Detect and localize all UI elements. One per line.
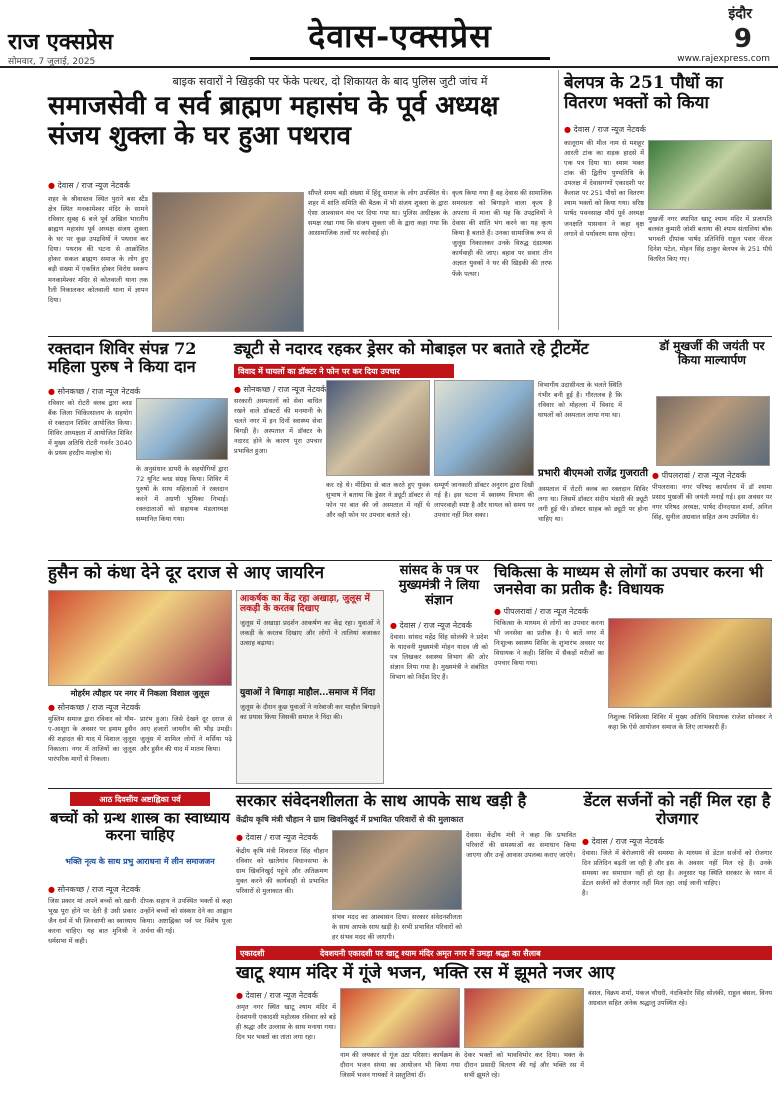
lead-col-2: सौंपते समय बड़ी संख्या में हिंदू समाज के लोग उपस्थित थे। शहर में शांति समिति की बैठक में भी संजय शुक्ला के द्वारा ऐसा आश्वासन मंच पर दिया गया था। पुलिस अधीक्षक के समक्ष रखा गया कि संजय शुक्ला जी के द्वारा कहा गया कि आसामाजिक तत्वों पर कार्रवाई हो। — [308, 189, 448, 238]
sarkar-col-3: देवास। केंद्रीय मंत्री ने कहा कि प्रभावित परिवारों की समस्याओं का समाधान किया जाएगा और उन्हें आवास उपलब्ध कराए जाएंगे। — [466, 831, 576, 860]
lead-byline: ● देवास / राज न्यूज नेटवर्क — [48, 180, 130, 191]
sarkar-col-1: केंद्रीय कृषि मंत्री शिवराज सिंह चौहान रविवार को खातेगांव विधानसभा के ग्राम खिवनिखुर्द पहुंचे और अतिक्रमण मुक्त करने की कार्यवाही से प्रभावित परिवारों से मुलाकात की। — [236, 847, 328, 896]
dresser-byline: ● सोनकच्छ / राज न्यूज नेटवर्क — [234, 384, 326, 395]
lead-col-1: शहर के श्रीवास्तव स्थित पुराने बस स्टैंड क्षेत्र स्थित मनकामेश्वर मंदिर के सामने रविवार सुबह 6 बजे पूर्व अखिल भारतीय ब्राह्मण महासंघ पूर्व अध्यक्ष संजय शुक्ला के घर पर कुछ उपद्रवियों ने पथराव कर दिया। पथराव की घटना से आक्रोशित होकर सकल ब्राह्मण समाज के लोग हुए बड़ी संख्या में एकत्रित होकर विरोध स्वरूप मनकामेश्वर मंदिर से कोतवाली थाना तक रैली निकालकर कोतवाली थाना में ज्ञापन दिया। — [48, 195, 148, 304]
newspaper-brand: राज एक्सप्रेस — [8, 29, 113, 55]
dresser-headline: ड्यूटी से नदारद रहकर ड्रेसर को मोबाइल पर बताते रहे ट्रीटमेंट — [234, 339, 589, 358]
medical-byline: ● पीपलरावां / राज न्यूज नेटवर्क — [494, 606, 588, 617]
hussain-box-body: जुलूस में अखाड़ा प्रदर्शन आकर्षण का केंद्र रहा। युवाओं ने लकड़ी के करतब दिखाए और लोगों ने तालियां बजाकर उत्साह बढ़ाया। — [240, 619, 380, 648]
khatu-col-1: अमृत नगर स्थित खाटू श्याम मंदिर में देवशयनी एकादशी महोत्सव रविवार को बड़े ही श्रद्धा और उल्लास के साथ मनाया गया। दिन भर भक्तों का तांता लगा रहा। — [236, 1003, 336, 1042]
medical-headline: चिकित्सा के माध्यम से लोगों का उपचार करना भी जनसेवा का प्रतीक है: विधायक — [494, 563, 764, 599]
section-rule — [48, 560, 772, 561]
belpatra-col-1: कालूराम की मील नाम से मशहूर आरती टांक का सड़क हादसे में एक पत्र दिया था। स्याम भक्त टांक की द्वितीय पुण्यतिथि के उपलक्ष में देवासगणों एकादशी पर कैलाश पर 251 पौधों का वितरण श्याम भक्तों को किया गया। वरिष्ठ पार्षद पवनसाक्ष मौर्य पूर्व अध्यक्ष जनक्षति पासवान ने कहा वृक्ष लगाने से पर्यावरण साफ रहेगा। — [564, 139, 644, 238]
hussain-headline: हुसैन को कंधा देने दूर दराज से आए जायरिन — [48, 563, 325, 583]
ashtahnika-byline: ● सोनकच्छ / राज न्यूज नेटवर्क — [48, 884, 140, 895]
dresser-col-4: विभागीय उदासीनता के चलते स्थिति गंभीर बनी हुई है। गौरतलब है कि रविवार को मोहल्ला में विवाद में घायलों को अस्पताल लाया गया था। — [538, 381, 622, 420]
ashtahnika-tag: आठ दिवसीय अष्टाह्निका पर्व — [70, 792, 210, 806]
hussain-col-2: प्रारंभ हुआ। जिसे देखने दूर दराज से आए हजारों जायरीन की भीड़ उमड़ी। जुलूस में शामिल लोगों ने मर्सिया पढ़े और हुसैन की याद में मातम किया। — [140, 715, 232, 754]
sarkar-subhead: केंद्रीय कृषि मंत्री चौहान ने ग्राम खिवनिखुर्द में प्रभावित परिवारों से की मुलाकात — [236, 815, 464, 824]
ashtahnika-subhead: भक्ति नृत्य के साथ प्रभु आराधना में लीन समाजजन — [65, 857, 215, 866]
khatu-byline: ● देवास / राज न्यूज नेटवर्क — [236, 990, 318, 1001]
medical-col-1: चिकित्सा के माध्यम से लोगों का उपचार करना भी जनसेवा का प्रतीक है। ये बातें नगर में निःशुल्क स्वास्थ्य शिविर के शुभारंभ अवसर पर विधायक ने कही। शिविर में सैकड़ों मरीजों का उपचार किया गया। — [494, 619, 604, 668]
dresser-col-1: सरकारी अस्पतालों को सेवा बाधित रखने वाले डॉक्टरों की मनमानी के चलते नगर में इन दिनों स्वास्थ्य सेवा बिगड़ी है। अस्पताल में डॉक्टर के नदारद होने के कारण पूरा उपचार प्रभावित हुआ। — [234, 397, 322, 456]
khatu-col-4: बंसल, विक्रम शर्मा, पंकज चौधरी, नंदकिशोर सिंह सोलंकी, राहुल बंसल, विनय अग्रवाल सहित अनेक श्रद्धालु उपस्थित रहे। — [588, 989, 772, 1008]
sarkar-byline: ● देवास / राज न्यूज नेटवर्क — [236, 832, 318, 843]
ashtahnika-col-1: जिस प्रकार मां अपने बच्चों को खानी भूख पूरा होने पर देती है उसी प्रकार जैन धर्म में भी जिनवाणी का स्वाध्याय करना चाहिए। यह बात मुनिश्री ने धर्मसभा में कही। — [48, 897, 136, 946]
khatu-photo-1 — [340, 988, 460, 1048]
mukherjee-photo — [656, 396, 770, 466]
mukherjee-headline: डॉ मुखर्जी की जयंती पर किया माल्यार्पण — [659, 339, 765, 367]
section-title: देवास-एक्सप्रेस — [250, 14, 550, 60]
website-link[interactable]: www.rajexpress.com — [677, 54, 770, 64]
blood-col-1: रविवार को रोटरी क्लब द्वारा ब्लड बैंक जिला चिकित्सालय के सहयोग से रक्तदान शिविर आयोजित किया। शिविर अध्यक्षता में आयोजित शिविर में मुख्य अतिथि रोटरी गवर्नर 3040 के प्रथम हरदीप मल्होत्रा थे। — [48, 399, 132, 458]
dresser-photo-2 — [434, 380, 534, 476]
khatu-tag: एकादशी — [240, 949, 265, 958]
dresser-col-3: सम्पूर्ण जानकारी डॉक्टर अनुराग द्वारा दिखी गई है। इस घटना में स्वास्थ्य विभाग की लापरवाही स्पष्ट है और घायल को समय पर उपचार नहीं मिल सका। — [434, 481, 534, 520]
khatu-col-3: देकर भक्तों को भावविभोर कर दिया। भक्त के दौरान प्रसादी वितरण की गई और भक्ति रस में सभी झूमते रहे। — [464, 1051, 584, 1080]
dresser-subhead: विवाद में घायलों का डॉक्टर ने फोन पर कर दिया उपचार — [234, 364, 454, 378]
dental-headline: डेंटल सर्जनों को नहीं मिल रहा है रोजगार — [583, 791, 771, 829]
blood-headline: रक्तदान शिविर संपन्न 72 महिला पुरुष ने किया दान — [48, 339, 197, 377]
mp-body: देवास। सांसद महेंद्र सिंह सोलंकी ने प्रदेश के यादवनी मुख्यमंत्री मोहन यादव जी को पत्र लिखकर स्वास्थ्य विभाग की ओर संज्ञान लिया गया है। मुख्यमंत्री ने संबंधित विभाग को निर्देश दिए हैं। — [390, 633, 488, 682]
dental-col-1: देवास। जिले में बेरोजगारी की समस्या दिन प्रतिदिन बढ़ती जा रही है और इस समस्या का समाधान नहीं हो रहा है। डेंटल सर्जनों को रोजगार नहीं मिल रहा है। — [582, 849, 674, 898]
khatu-headline: खाटू श्याम मंदिर में गूंजे भजन, भक्ति रस में झूमते नजर आए — [236, 963, 615, 983]
sarkar-col-2: संभव मदद का आश्वासन दिया। सरकार संवेदनशीलता के साथ आपके साथ खड़ी है। सभी प्रभावित परिवारों को हर संभव मदद की जाएगी। — [332, 913, 462, 942]
page-number: 9 — [733, 24, 752, 54]
lead-kicker: बाइक सवारों ने खिड़की पर फेंके पत्थर, दो शिकायत के बाद पुलिस जुटी जांच में — [172, 75, 488, 88]
dresser-col-2: कर रहे थे। मीडिया से बात करते हुए युवक सुभाष ने बताया कि ड्रेसर ने ड्यूटी डॉक्टर से फोन पर बात की जो अस्पताल में नहीं थे और वही फोन पर उपचार बताते रहे। — [326, 481, 430, 520]
mp-headline: सांसद के पत्र पर मुख्यमंत्री ने लिया संज्ञान — [398, 563, 480, 608]
belpatra-byline: ● देवास / राज न्यूज नेटवर्क — [564, 124, 646, 135]
sarkar-headline: सरकार संवेदनशीलता के साथ आपके साथ खड़ी है — [236, 791, 527, 810]
hussain-box2-body: जुलूस के दौरान कुछ युवाओं ने नारेबाजी कर माहौल बिगाड़ने का प्रयास किया जिसकी समाज ने निंदा की। — [240, 703, 380, 722]
gujarati-body: अस्पताल में रोटरी क्लब का रक्तदान शिविर लगा था। जिसमें डॉक्टर संदीप भंडारी की ड्यूटी लगी हुई थी। डॉक्टर साहब को ड्यूटी पर होना चाहिए था। — [538, 485, 648, 524]
khatu-col-2: नाम की जयकार से गूंज उठा परिसर। कार्यक्रम के दौरान भजन संध्या का आयोजन भी किया गया जिसमें भजन गायकों ने प्रस्तुतियां दीं। — [340, 1051, 460, 1080]
belpatra-headline: बेलपत्र के 251 पौधों का वितरण भक्तों को किया — [564, 73, 723, 113]
section-rule — [48, 788, 772, 789]
sarkar-photo — [332, 830, 462, 910]
khatu-photo-2 — [464, 988, 584, 1048]
hussain-caption: मोहर्रम त्यौहार पर नगर में निकला विशाल जुलूस — [70, 689, 210, 698]
lead-headline: समाजसेवी व सर्व ब्राह्मण महासंघ के पूर्व अध्यक्ष संजय शुक्ला के घर हुआ पथराव — [48, 91, 499, 151]
hussain-photo — [48, 590, 232, 686]
dental-col-2: के माध्यम से डेंटल सर्जनों को रोजगार के अवसर नहीं मिल रहे हैं। उनके अनुसार यह स्थिति सरकार के ध्यान में लाई जानी चाहिए। — [678, 849, 772, 888]
column-divider — [558, 70, 559, 330]
ashtahnika-headline: बच्चों को ग्रन्थ शास्त्र का स्वाध्याय करना चाहिए — [50, 809, 230, 845]
edition-city: इंदौर — [728, 6, 752, 22]
dental-byline: ● देवास / राज न्यूज नेटवर्क — [582, 836, 664, 847]
mukherjee-body: पीपलरावा। नगर परिषद कार्यालय में डॉ श्यामा प्रसाद मुखर्जी की जयंती मनाई गई। इस अवसर पर नगर परिषद अध्यक्ष, पार्षद दीनदयाल शर्मा, अनिल सिंह, सुनील अग्रवाल सहित अन्य उपस्थित थे। — [652, 483, 772, 522]
ashtahnika-col-2: दीपक सहाय ने उपस्थित भक्तों से कहा उन्होंने बच्चों को संस्कार देने का आह्वान किया। अष्टाह्निका पर्व पर विशेष पूजा अर्चना की गई। — [140, 897, 232, 936]
blood-photo — [136, 398, 228, 460]
hussain-box2-title: युवाओं ने बिगाड़ा माहौल...समाज में निंदा — [240, 688, 376, 698]
belpatra-photo — [648, 140, 772, 210]
lead-col-3: कृत्य किया गया है वह देवास की सामाजिक समरसता को बिगाड़ने वाला कृत्य है अपराध में माना की यह कि उपद्रवियों ने देवास की शांति भंग करने का यह कृत्य किया है बताते हैं। उनका सामाजिक रूप से जुलूस निकालकर उनके विरुद्ध दंडात्मक कार्यवाही की जाए। बहाव पर सवार तीन अज्ञात युवकों ने घर की खिड़की की तरफ फेंके पत्थर। — [452, 189, 552, 278]
mp-byline: ● देवास / राज न्यूज नेटवर्क — [390, 620, 472, 631]
mukherjee-byline: ● पीपलरावां / राज न्यूज नेटवर्क — [652, 470, 746, 481]
medical-col-2: निशुल्क चिकित्सा शिविर में मुख्य अतिथि विधायक राजेश सोनकर ने कहा कि ऐसे आयोजन समाज के लिए लाभकारी हैं। — [608, 713, 772, 732]
medical-photo — [608, 618, 772, 708]
blood-col-2: के अनुसंधान डायरी के सहयोगियों द्वारा 72 यूनिट ब्लड संग्रह किया। शिविर में पुरुषों के साथ महिलाओं ने रक्तदान करने में अग्रणी भूमिका निभाई। रक्तदाताओं को सहायक मंडलाध्यक्ष सम्मानित किया गया। — [136, 465, 228, 524]
issue-date: सोमवार, 7 जुलाई, 2025 — [8, 57, 96, 67]
hussain-box-title: आकर्षक का केंद्र रहा अखाड़ा, जुलूस में लकड़ी के करतब दिखाए — [240, 594, 370, 615]
dresser-photo-1 — [326, 380, 430, 476]
gujarati-headline: प्रभारी बीएमओ राजेंद्र गुजराती — [538, 468, 648, 479]
lead-photo — [152, 192, 304, 332]
hussain-col-1: मुस्लिम समाज द्वारा रविवार को यौम-ए-आशूरा के अवसर पर इमाम हुसैन की शहादत की याद में विशाल जुलूस निकाला। नगर में ताजियों का जुलूस पारंपरिक मार्गों से निकला। — [48, 715, 136, 764]
khatu-kicker: देवशयनी एकादशी पर खाटू श्याम मंदिर अमृत नगर में उमड़ा श्रद्धा का सैलाब — [320, 949, 541, 958]
belpatra-col-2: मुखर्जी नगर स्थापित खाटू श्याम मंदिर में प्रजापति बलवंत कुमारी जोशी बताया की श्याम संतालियां बॉक भगवती दीपांक पार्षद प्रतिनिधि राहुल पवार नीरज दिनेश पटेल, मोहन सिंह ठाकुर बेलपत्र के 251 पौधे वितरित किए गए। — [648, 215, 772, 264]
blood-byline: ● सोनकच्छ / राज न्यूज नेटवर्क — [48, 386, 140, 397]
section-rule — [48, 336, 772, 337]
hussain-byline: ● सोनकच्छ / राज न्यूज नेटवर्क — [48, 702, 140, 713]
